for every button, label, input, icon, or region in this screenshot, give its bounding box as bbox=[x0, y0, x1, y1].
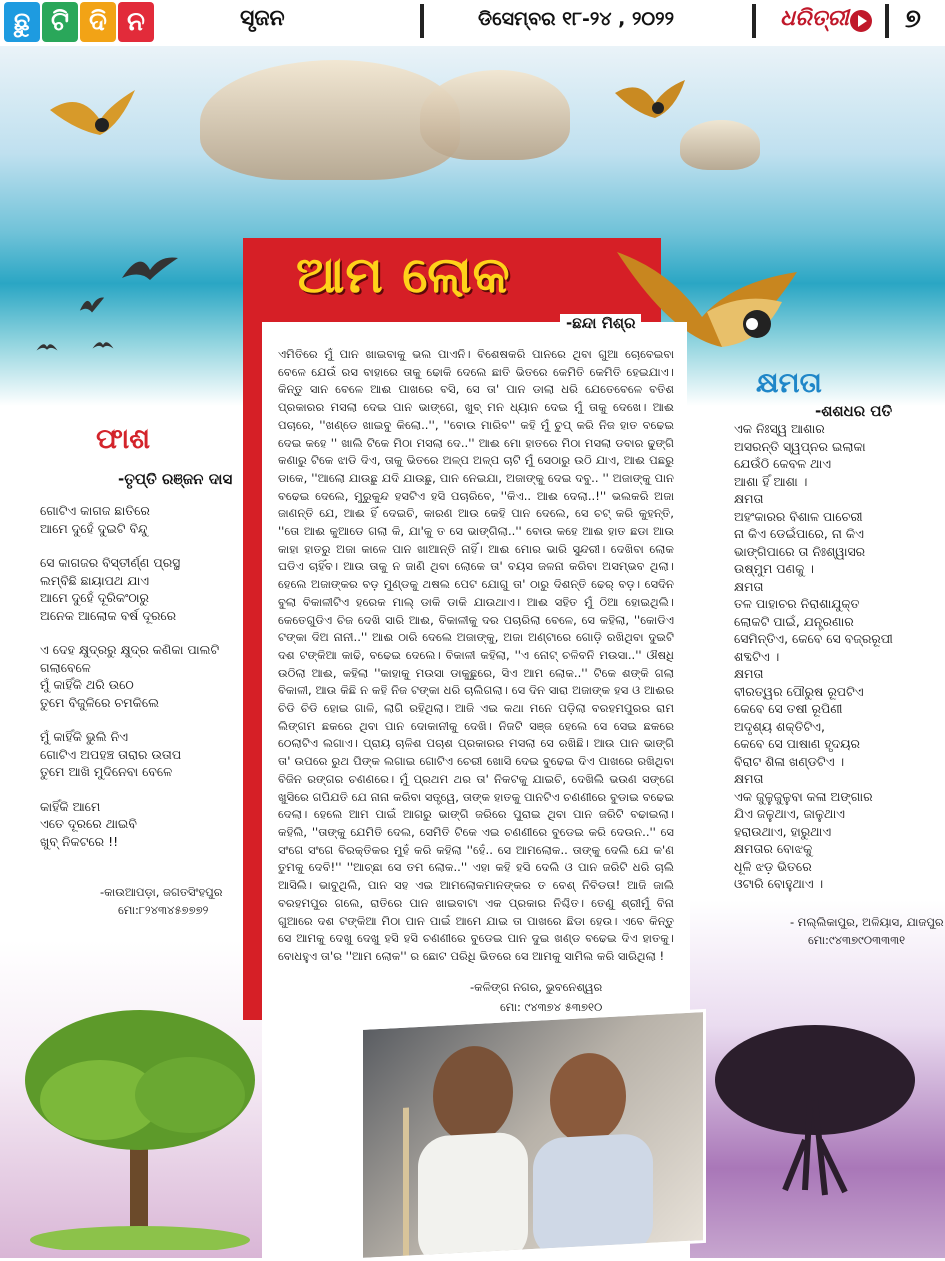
right-poem-body bbox=[734, 420, 893, 893]
play-icon bbox=[850, 10, 872, 32]
poem-line: ଆଶା ହିଁ ଆଶା । bbox=[734, 473, 808, 489]
poem-line: ତୁମେ ବିଜୁଳିରେ ଚମକିଲେ bbox=[40, 694, 160, 710]
logo-letter: ଦି bbox=[80, 2, 116, 42]
poem-line bbox=[40, 624, 219, 641]
article-author: -ଛନ୍ଦା ମିଶ୍ର bbox=[560, 314, 641, 332]
header-divider bbox=[752, 4, 756, 38]
supplement-logo bbox=[4, 2, 156, 42]
poem-line: ହରାଉଥାଏ, ହାରୁଥାଏ bbox=[734, 823, 832, 839]
poem-line: ଆମେ ଦୁହେଁ ଦୂରିକଂଠାରୁ bbox=[40, 590, 149, 605]
poem-line: ତଳ ପାହାଚର ନିରାଶାଯୁକ୍ତ bbox=[734, 596, 860, 611]
poem-line: ସେ କାଗଜର ବିସ୍ତୀର୍ଣ୍ଣ ପ୍ରସ୍ଥ bbox=[40, 555, 181, 570]
left-poem-body bbox=[40, 502, 219, 850]
poem-line: ଅହଂକାରର ବିଶାଳ ପାଚେରୀ bbox=[734, 508, 863, 524]
bird-icon bbox=[40, 70, 140, 170]
poem-line: କେବେ ସେ ପାଷାଣ ହୃଦୟର bbox=[734, 736, 861, 751]
right-poem-author: -ଶଶଧର ପତି bbox=[815, 402, 893, 420]
poem-line: ଯିଏ ଜଳୁଥାଏ, ଜାଳୁଥାଏ bbox=[734, 806, 845, 821]
left-poem-place: -କାଉଆପଡ଼ା, ଜଗତସିଂହପୁର bbox=[100, 885, 223, 899]
poem-line: କେବେ ସେ ତଷୀ ରୂପିଣୀ bbox=[734, 701, 843, 716]
article-phone: ମୋ: ୯୪୩୭୪ ୫୩୭୧୦ bbox=[500, 1000, 603, 1014]
poem-line: ଖୁବ୍ ନିକଟରେ !! bbox=[40, 833, 119, 849]
poem-line: ଏକ ଜୁଳୁଜୁଳୁବା କଳା ଅଙ୍ଗାର bbox=[734, 788, 873, 804]
poem-line bbox=[40, 711, 219, 728]
poem-line: ମୁଁ କାହିଁକି ଥରି ଉଠେ bbox=[40, 677, 134, 692]
newspaper-brand: ଧରିତ୍ରୀ bbox=[780, 6, 849, 31]
logo-letter: ନ bbox=[118, 2, 154, 42]
poem-line: ତୁମେ ଆଖି ମୁଦିନେବା ବେଳେ bbox=[40, 764, 173, 779]
elderly-couple-photo bbox=[360, 1009, 706, 1261]
section-name: ସୃଜନ bbox=[240, 6, 285, 31]
poem-line: ନା କିଏ ଡେଇଁପାରେ, ନା କିଏ bbox=[734, 526, 864, 541]
poem-line: କ୍ଷମତାର ବୋଝକୁ bbox=[734, 841, 813, 856]
poem-line: ଭାଙ୍ଗିପାରେ ତା ନିଃଶ୍ୱାସର bbox=[734, 543, 866, 559]
poem-line: ସେମିନ୍ତିଏ, କେବେ ସେ ବଜ୍ରରୂପୀ bbox=[734, 631, 893, 646]
poem-line: ଗୋଟିଏ କାଗଜ ଛାତିରେ bbox=[40, 503, 150, 518]
poem-line: ଏତେ ଦୂରରେ ଥାଇବି bbox=[40, 816, 137, 831]
poem-line: ବିରାଟ ଶିଳା ଖଣ୍ଡଟିଏ । bbox=[734, 753, 845, 769]
poem-line bbox=[40, 537, 219, 554]
poem-line: କ୍ଷମତା bbox=[734, 666, 764, 681]
poem-line: ଶବ୍ଦଟିଏ । bbox=[734, 648, 780, 664]
poem-line: ଯେଉଁଠି କେବଳ ଥାଏ bbox=[734, 456, 832, 471]
poem-line: କାହିଁକି ଆମେ bbox=[40, 798, 101, 814]
poem-line: ଲମ୍ବିଛି ଛାୟାପଥ ଯାଏ bbox=[40, 572, 149, 588]
left-poem-author: -ତୃପ୍ତି ରଞ୍ଜନ ଦାସ bbox=[118, 470, 233, 488]
poem-line: ଆମେ ଦୁହେଁ ଦୁଇଟି ବିନ୍ଦୁ bbox=[40, 520, 148, 536]
article-title: ଆମ ଲୋକ bbox=[296, 246, 511, 304]
poem-line: ଏ ଦେହ କ୍ଷୁଦ୍ରରୁ କ୍ଷୁଦ୍ର କଣିକା ପାଲଟି bbox=[40, 642, 220, 657]
rock-formation bbox=[680, 120, 760, 170]
article-place: -କଳିଙ୍ଗ ନଗର, ଭୁବନେଶ୍ୱର bbox=[470, 980, 603, 994]
left-poem-title: ଫାଶ bbox=[96, 422, 151, 455]
poem-line: ଗଲାବେଳେ bbox=[40, 659, 91, 675]
header-divider bbox=[885, 4, 889, 38]
poem-line: ମୁଁ କାହିଁକି ଭୁଲି ନିଏ bbox=[40, 729, 128, 744]
right-poem-title: କ୍ଷମତା bbox=[756, 366, 822, 399]
poem-line: ଅଦୃଶ୍ୟ ଶକ୍ତିଟିଏ, bbox=[734, 718, 825, 734]
poem-line: କ୍ଷମତା bbox=[734, 491, 764, 506]
poem-line: ଏକ ନିଃସ୍ୱ ଆଶାର bbox=[734, 421, 825, 436]
mangrove-tree-illustration bbox=[705, 1020, 925, 1220]
logo-letter: ଟି bbox=[42, 2, 78, 42]
poem-line: ଓଟାରି ବୋହୁଥାଏ । bbox=[734, 876, 824, 891]
poem-line: ଅନେକ ଆଲୋକ ବର୍ଷ ଦୂରରେ bbox=[40, 607, 177, 623]
tree-illustration bbox=[20, 990, 260, 1250]
poem-line: ଅସରନ୍ତି ସ୍ୱପ୍ନର ଇଲାକା bbox=[734, 438, 866, 454]
flying-bird-icon bbox=[120, 250, 180, 290]
poem-line: ଗୋଟିଏ ଅପହଞ୍ଚ ତାରାର ଉତାପ bbox=[40, 746, 182, 762]
poem-line bbox=[40, 781, 219, 798]
page-number: ୭ bbox=[905, 4, 921, 34]
header-divider bbox=[420, 4, 424, 38]
logo-letter: ଛୁ bbox=[4, 2, 40, 42]
flying-bird-icon bbox=[78, 292, 106, 320]
issue-date: ଡିସେମ୍ବର ୧୮-୨୪ , ୨୦୨୨ bbox=[478, 8, 675, 30]
left-poem-phone: ମୋ:୮୨୪୩୪୫୭୭୭୨ bbox=[118, 903, 209, 917]
masthead bbox=[0, 0, 945, 48]
poem-line: ଲୋକଟି ପାଇଁ, ଯନ୍ତ୍ରଣାର bbox=[734, 613, 854, 629]
poem-line: କ୍ଷମତା bbox=[734, 578, 764, 594]
bird-icon bbox=[610, 68, 690, 138]
couple-illustration bbox=[363, 1012, 703, 1258]
poem-line: ବୀରତ୍ୱର ପୌରୁଷ ରୂପଟିଏ bbox=[734, 683, 864, 699]
poem-line: ଉଷ୍ମୁମ ପଣକୁ । bbox=[734, 561, 814, 576]
right-poem-place: - ମଲ୍ଲିକାପୁର, ଅଳିୟାସ, ଯାଜପୁର bbox=[790, 915, 944, 929]
rock-formation bbox=[420, 70, 570, 160]
article-text: ଏମିତିରେ ମୁଁ ପାନ ଖାଇବାକୁ ଭଲ ପାଏନି। ବିଶେଷକରି ପାନରେ ଥିବା ଗୁଆ ଚୋବେଇବା ବେଳେ ଯେଉଁ ରସ ବାହାରେ ତାକୁ ଢୋକି ଦେଲେ ଛାତି ଭିତରେ କେମିତି କେମିତି ହେଇଯାଏ। କିନ୍ତୁ ସାନ ବେଳେ ଆଈ ପାଖରେ ବସି, ସେ ତା' ପାନ ଡାଲା ଧରି ଯେତେବେଳେ ବତିଶ ପ୍ରକାରର ମସଲା ଦେଇ ପାନ ଭାଙ୍ଗେ, ଖୁବ୍ ମନ ଧ୍ୟାନ ଦେଇ ମୁଁ ତାକୁ ଦେଖେ। ଆଈ ପଚାରେ, ''ଖଣ୍ଡେ ଖାଇବୁ କିଲୋ..'', ''ବୋଉ ମାରିବ'' କହି ମୁଁ ଚୁପ୍ କରି ନିଜ ହାତ ବଢେଇ ଦେଇ କହେ '' ଖାଲି ଟିକେ ମିଠା ମସଲା ଦେ..'' ଆଈ ମୋ ହାତରେ ମିଠା ମସଲା ଡବାର ଢୁଙ୍ଗି କଣାରୁ ଟିକେ ଝାଡି ଦିଏ, ତାକୁ ଭିତରେ ଅଳ୍ପ ଅଳ୍ପ ଚାଟି ମୁଁ ସେଠାରୁ ଉଠି ଯାଏ, ଆଈ ପଛରୁ ଡାକେ, ''ଆଲୋ ଯାଉଛୁ ଯଦି ଯାଉଛୁ, ପାନ ନେଇଯା, ଅଜାଙ୍କୁ ଦେଇ ଦବୁ.. '' ଅଜାଙ୍କୁ ପାନ ବଢେଇ ଦେଲେ, ମୁରୁକୁନ୍ଦ ହସଟିଏ ହସି ପଚାରିବେ, ''କିଏ.. ଆଈ ଦେଲା..!'' ଭଲକରି ଅଜା ଜାଣନ୍ତି ଯେ, ଆଈ ହିଁ ଦେଇଚି, କାରଣ ଆଉ କେହି ପାନ ଦେଲେ, ସେ ଚଟ୍ କରି କୁହନ୍ତି, ''ତୋ ଆଈ କୁଆଡେ ଗଲା କି, ଯା'କୁ ତ ସେ ଭାଙ୍ଗିଲା..'' ବୋଉ କହେ ଆଈ ହାତ ଛଡା ଆଉ କାହା ହାତରୁ ଅଜା କାଳେ ପାନ ଖାଆନ୍ତି ନାହିଁ। ଆଈ ମୋର ଭାରି ସୁନ୍ଦରୀ। ଦେଖିବା ଲୋକ ଘଡିଏ ଚାହିଁବ। ଆଉ ତାକୁ ନ ଜାଣି ଥିବା ଲୋକେ ତା' ବୟସ ଜଳନା କରିବା ଅସମ୍ଭବ ଥିଲା। ହେଲେ ଅଜାଙ୍କର ବଡ଼ ମୁଣ୍ଡକୁ ଥଷଲ ପେଟ ଯୋଗୁ ତା' ଠାରୁ ଦିଶନ୍ତି ଢେର୍ ବଡ଼। ସେଦିନ ବୁଲା ବିକାଳୀଟିଏ ହରେକ ମାଲ୍ ଡାକି ଡାକି ଯାଉଥାଏ। ଆଈ ସହିତ ମୁଁ ଠିଆ ହୋଇଥିଲି। କେତେଗୁଡିଏ ଚିଜ ଦେଖି ସାରି ଆଈ, ବିକାଳୀକୁ ଦର ପଚାରିଲା ବେଳେ, ସେ କହିଲା, ''କୋଡିଏ ଟଙ୍କା ଦିଅ ନାନୀ..'' ଆଈ ଠାରି ଦେଲେ ଅଜାଙ୍କୁ, ଅଜା ଅଣ୍ଟାରେ ଗୋଡ଼ି ରଖିଥିବା ଦୁଇଟି ଦଶ ଟଙ୍କିଆ କାଢି, ବଢେଇ ଦେଲେ। ବିକାଳୀ କହିଲା, ''ଏ ନୋଟ୍ ଚଳିବନି ମଉସା..'' ଔଷଧି ଉଠିଲା ଆଈ, କହିଲା ''କାହାକୁ ମଉସା ଡାକୁଛୁରେ, ସିଏ ଆମ ଲୋକ..'' ଟିକେ ଶଙ୍କି ଗଲା ବିକାଳୀ, ଆଉ କିଛି ନ କହି ନିଜ ଟଙ୍କା ଧରି ଚାଲିଗଲା। ସେ ଦିନ ସାରା ଅଜାଙ୍କ ହସ ଓ ଆଈର ଚିଡି ଚିଡି ହୋଇ ଗାଳି, ଲାଗି ରହିଥିଲା। ଆଜି ଏଇ କଥା ମନେ ପଡ଼ିଲା ବରହମପୁରର ରାମ ଲିଙ୍ଗମ ଛକରେ ଥିବା ପାନ ଦୋକାନୀକୁ ଦେଖି। ନିଜଟି ସଞ୍ଜ ହେଲେ ସେ ସେଇ ଛକରେ ଠେଲାଟିଏ ଲଗାଏ। ପ୍ରାୟ ଚାଳିଶ ପଚାଶ ପ୍ରକାରର ମସଲା ସେ ରଖିଛି। ଆଉ ପାନ ଭାଙ୍ଗି ତା' ଉପରେ ରୁଥ ପିଙ୍କ ଲଗାଇ ଗୋଟିଏ ଚେରୀ ଖୋସି ଦେଇ ବୁଢେଇ ଦିଏ ପାଖରେ ରଖିଥିବା ବିଜିନ ରଙ୍ଗର ଚଣଣରେ। ମୁଁ ପ୍ରଥମ ଥର ତା' ନିକଟକୁ ଯାଇଚି, ଦେଖିଲି ଭଉଣ ସଙ୍ଗେ ଖୁସିରେ ଗପିଯତି ଯେ ନାନା କରିବା ସତ୍ତ୍ୱେ, ତାଙ୍କ ହାତକୁ ପାନଟିଏ ଚଣଣୀରେ ବୁଡାଇ ବଢେଇ ଦେଲା। ହେଲେ ଆମ ପାଇଁ ଆଗରୁ ଭାଙ୍ଗି ଜରିରେ ପୁରାଇ ଥିବା ପାନ ଜରିଟି ବଢାଇଲା। କହିଲି, ''ତାଙ୍କୁ ଯେମିତି ଦେଲ, ସେମିତି ଟିକେ ଏଇ ଚଣଣୀରେ ବୁଡେଇ କରି ଦେଉନ..'' ସେ ସଂଗେ ସଂଗେ ବିରକ୍ତିକର ମୁହଁ କରି କହିଲା ''ହେଁ.. ସେ ଆମଲୋକ.. ତାଙ୍କୁ ଦେଲି ଯେ କ'ଣ ତୁମକୁ ଦେବି!'' ''ଆଚ୍ଛା ସେ ତମ ଲୋକ..'' ଏହା କହି ହସି ଦେଲି ଓ ପାନ ଜରିଟି ଧରି ଚାଲି ଆସିଲି। ଭାବୁଥିଲି, ପାନ ସହ ଏଇ ଆମଲୋକମାନଙ୍କର ତ ବେଶ୍ ନିବିଡତା! ଆଜି ଜାଲି ବରହମପୁର ଗଲେ, ରାତିରେ ପାନ ଖାଇବାଟା ଏକ ପ୍ରକାର ନିଶ୍ଚିତ। ତେଣୁ ଶ୍ରୀମୁଁ ବିନା ଗୁଆରେ ଦଶ ଟଙ୍କିଆ ମିଠା ପାନ ପାଇଁ ଆମେ ଯାଇ ତା ପାଖରେ ଛିଡା ହେଉ। ଏବେ କିନ୍ତୁ ସେ ଆମକୁ ଦେଖୁ ଦେଖୁ ହସି ହସି ଚଣଣୀରେ ବୁଡେଇ ପାନ ଦୁଇ ଖଣ୍ଡ ବଢେଇ ଦିଏ ହାତକୁ। ବୋଧହୁଏ ତା'ର ''ଆମ ଲୋକ'' ର ଛୋଟ ପରିଧି ଭିତରେ ସେ ଆମକୁ ସାମିଲ କରି ସାରିଥିଲା ! bbox=[278, 347, 674, 963]
poem-line: ଧୂଳି ଝଡ଼ ଭିତରେ bbox=[734, 858, 812, 874]
flying-bird-icon bbox=[88, 338, 118, 352]
right-poem-phone: ମୋ:୯୪୩୭୯୦୩୩୩୧ bbox=[808, 933, 906, 947]
poem-line: କ୍ଷମତା bbox=[734, 771, 764, 786]
flying-bird-icon bbox=[36, 340, 58, 354]
